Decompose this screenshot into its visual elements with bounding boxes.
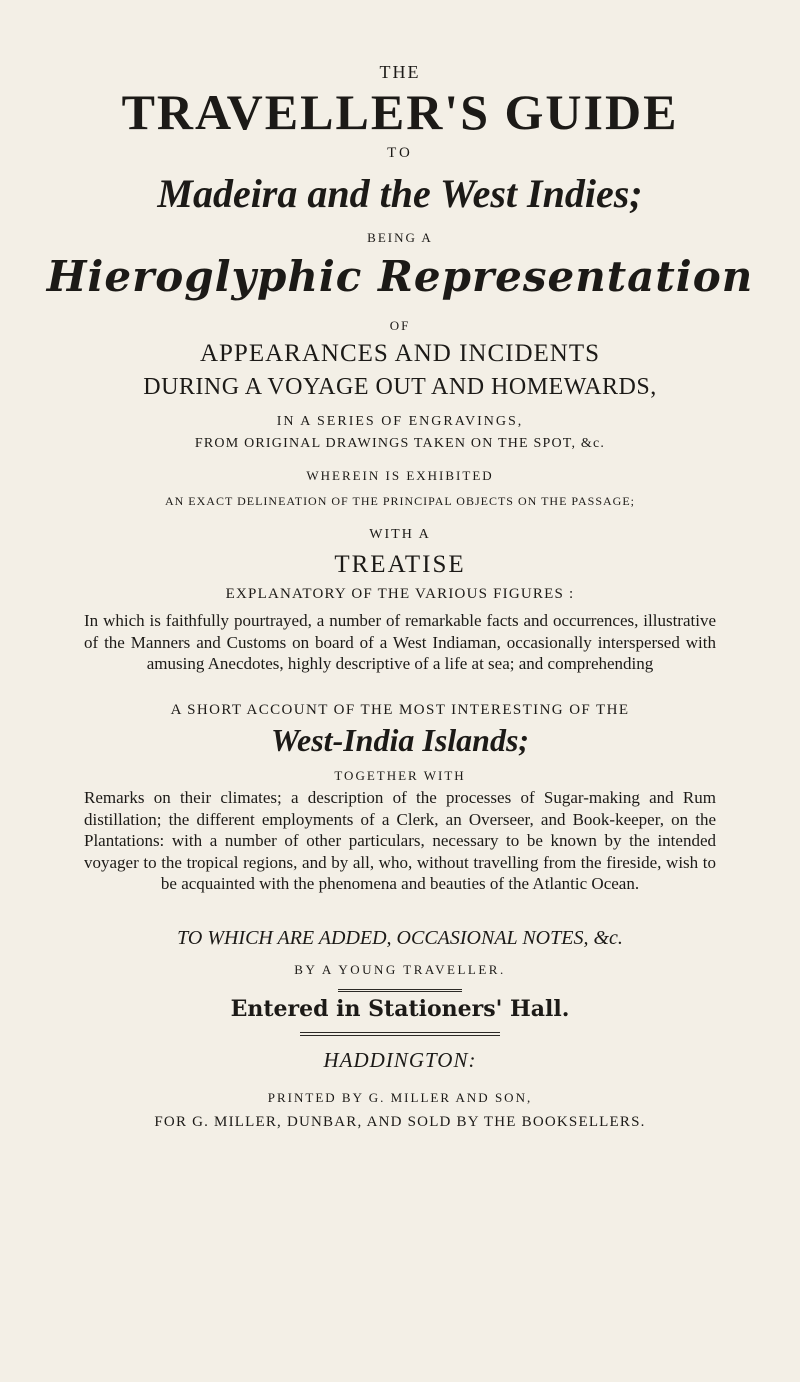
being-a: BEING A: [367, 230, 433, 245]
author-line: BY A YOUNG TRAVELLER.: [294, 962, 506, 977]
entered-stationers-hall: Entered in Stationers' Hall.: [230, 996, 570, 1022]
book-title: TRAVELLER'S GUIDE: [121, 84, 679, 140]
ornamental-rule-top: [338, 989, 462, 992]
word-of: OF: [389, 318, 411, 333]
delineation-line: AN EXACT DELINEATION OF THE PRINCIPAL OBJECTS ON THE PASSAGE;: [164, 494, 636, 508]
description-paragraph: In which is faithfully pourtrayed, a number of remarkable facts and occurrences, illustrative of the Manners and Customs on board of a West Indiaman, occasionally interspersed with amusing Anecdotes, highly descriptive of a life at sea; and comprehending: [84, 611, 716, 673]
publisher-line: FOR G. MILLER, DUNBAR, AND SOLD BY THE BOOKSELLERS.: [154, 1114, 646, 1130]
series-line: IN A SERIES OF ENGRAVINGS,: [276, 414, 524, 429]
ornamental-rule-bottom: [300, 1032, 500, 1036]
notes-heading: TO WHICH ARE ADDED, OCCASIONAL NOTES, &c.: [177, 927, 623, 949]
voyage-heading: DURING A VOYAGE OUT AND HOMEWARDS,: [143, 374, 657, 400]
treatise-heading: TREATISE: [334, 551, 466, 578]
printer-line: PRINTED BY G. MILLER AND SON,: [267, 1090, 533, 1105]
word-to: TO: [387, 145, 413, 161]
with-a-line: WITH A: [369, 527, 431, 542]
drawings-line: FROM ORIGINAL DRAWINGS TAKEN ON THE SPOT, &c.: [194, 436, 606, 451]
west-india-heading: West-India Islands;: [270, 722, 530, 758]
word-the: THE: [379, 62, 421, 82]
appearances-heading: APPEARANCES AND INCIDENTS: [199, 340, 601, 367]
imprint-place: HADDINGTON:: [323, 1048, 477, 1072]
wherein-line: WHEREIN IS EXHIBITED: [306, 468, 494, 483]
hieroglyphic-heading: Hieroglyphic Representation: [46, 252, 754, 301]
explanatory-line: EXPLANATORY OF THE VARIOUS FIGURES :: [225, 586, 575, 602]
remarks-paragraph: Remarks on their climates; a description of the processes of Sugar-making and Rum distillation; the different employments of a Clerk, an Overseer, and Book-keeper, on the Plantations: with a number of other particulars, necessary to be known by the intended voyager to the tropical regions, and by all, who, without travelling from the fireside, wish to be acquainted with the phenomena and beauties of the Atlantic Ocean.: [84, 788, 716, 893]
short-account-line: A SHORT ACCOUNT OF THE MOST INTERESTING OF THE: [170, 702, 630, 718]
destination-heading: Madeira and the West Indies;: [157, 171, 643, 216]
together-with-line: TOGETHER WITH: [334, 768, 466, 783]
